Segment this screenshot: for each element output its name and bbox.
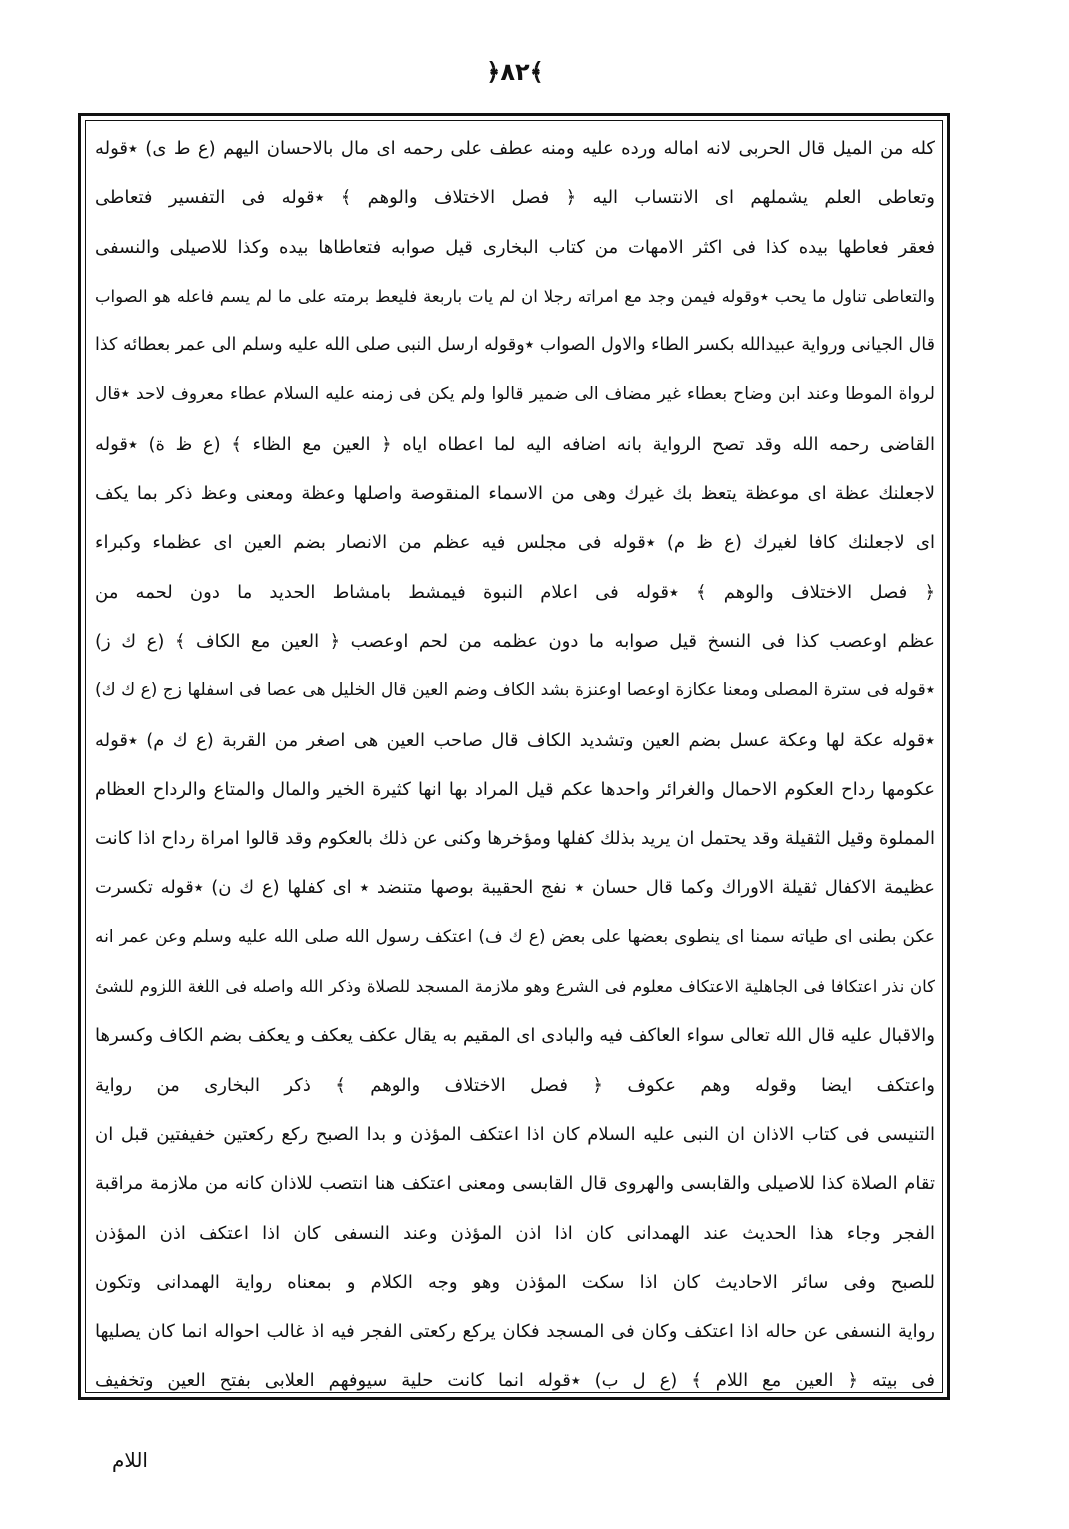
text-line: كله من الميل قال الحربى لانه اماله ورده عليه ومنه عطف على رحمه اى مال بالاحسان اليهم (ع ط ى) ٭قوله — [95, 138, 935, 159]
text-line: لاجعلنك عظة اى موعظة يتعظ بك غيرك وهى من الاسماء المنقوصة واصلها وعظة ومعنى وعظ ذكر بما يكف — [95, 483, 935, 505]
text-line: عظم اوعصب كذا فى النسخ قيل صوابه ما دون عظمه من لحم اوعصب ﴿ العين مع الكاف ﴾ (ع ك ز) — [95, 630, 935, 652]
catchword: اللام — [112, 1448, 148, 1472]
text-line: فى بيته ﴿ العين مع اللام ﴾ (ع ل ب) ٭قوله انما كانت حلية سيوفهم العلابى بفتح العين وتخفيف — [95, 1370, 935, 1392]
text-line: الفجر وجاء هذا الحديث عند الهمدانى كان اذا اذن المؤذن وعند النسفى كان اذا اعتكف اذن المؤذن — [95, 1222, 935, 1244]
text-frame — [78, 113, 950, 1400]
text-line: والتعاطى تناول ما يحب ٭وقوله فيمن وجد مع امراته رجلا ان لم يات باربعة فليعط برمته على ما لم يسم فاعله هو الصواب — [95, 286, 935, 306]
text-line: للصبح وفى سائر الاحاديث كان اذا سكت المؤذن وهو وجه الكلام و بمعناه رواية الهمدانى وتكون — [95, 1271, 935, 1293]
text-line: ﴿ فصل الاختلاف والوهم ﴾ ٭قوله فى اعلام النبوة فيمشط بامشاط الحديد ما دون لحمه من — [95, 581, 935, 603]
text-line: عظيمة الاكفال ثقيلة الاوراك وكما قال حسان ٭ نفج الحقيبة بوصها متنضد ٭ اى كفلها (ع ك ن) ٭قوله تكسرت — [95, 877, 935, 899]
text-line: واعتكف ايضا وقوله وهم عكوف ﴿ فصل الاختلاف والوهم ﴾ ذكر البخارى من رواية — [95, 1074, 935, 1096]
text-line: عكومها رداح العكوم الاحمال والغرائر واحدها عكم قيل المراد بها انها كثيرة الخير والمال والمتاع والرداح العظام — [95, 778, 935, 800]
text-line: ٭قوله عكة لها وعكة عسل بضم العين وتشديد الكاف قال صاحب العين هى اصغر من القربة (ع ك م) ٭قوله — [95, 729, 935, 751]
text-line: والاقبال عليه قال الله تعالى سواء العاكف فيه والبادى اى المقيم به يقال عكف يعكف و يعكف بضم الكاف وكسرها — [95, 1025, 935, 1047]
text-line: وتعاطى العلم يشملهم اى الانتساب اليه ﴿ فصل الاختلاف والوهم ﴾ ٭قوله فى التفسير فتعاطى — [95, 187, 935, 209]
text-line: ٭قوله فى سترة المصلى ومعنا عكازة اوعصا اوعنزة بشد الكاف وضم العين قال الخليل هى عصا فى اسفلها زج (ع ك ك) — [95, 680, 935, 701]
text-line: قال الجيانى ورواية عبيدالله بكسر الطاء والاول الصواب ٭وقوله ارسل النبى صلى الله عليه وسلم الى عمر بعطائه كذا — [95, 335, 935, 356]
text-line: كان نذر اعتكافا فى الجاهلية الاعتكاف معلوم فى الشرع وهو ملازمة المسجد للصلاة وذكر الله واصله فى اللغة اللزوم للشئ — [95, 977, 935, 997]
text-line: القاضى رحمه الله وقد تصح الرواية بانه اضافه اليه لما اعطاه اياه ﴿ العين مع الظاء ﴾ (ع ظ ة) ٭قوله — [95, 433, 935, 455]
text-line: رواية النسفى عن حاله اذا اعتكف وكان فى المسجد فكان يركع ركعتى الفجر فيه اذ غالب احواله انما كان يصليها — [95, 1321, 935, 1343]
text-line: تقام الصلاة كذا للاصيلى والقابسى والهروى قال القابسى ومعنى اعتكف هنا انتصب للاذان كانه من ملازمة مراقبة — [95, 1173, 935, 1195]
text-line: لرواة الموطا وعند ابن وضاح بعطاء غير مضاف الى ضمير قالوا ولم يكن فى زمنه عليه السلام عطاء معروف لاحد ٭قال — [95, 384, 935, 405]
text-line: فعقر فعاطها بيده كذا فى اكثر الامهات من كتاب البخارى قيل صوابه فتعاطاها بيده وكذا للاصيلى والنسفى — [95, 236, 935, 258]
body-text — [95, 124, 935, 1406]
text-line: التنيسى فى كتاب الاذان ان النبى عليه السلام كان اذا اعتكف المؤذن و بدا الصبح ركع ركعتين خفيفتين قبل ان — [95, 1123, 935, 1145]
text-line: اى لاجعلنك كافا لغيرك (ع ظ م) ٭قوله فى مجلس فيه عظم من الانصار بضم العين اى عظماء وكبراء — [95, 532, 935, 554]
page-number: ﴿٨٢﴾ — [486, 58, 544, 86]
text-line: عكن بطنى اى طياته سمنا اى ينطوى بعضها على بعض (ع ك ف) اعتكف رسول الله صلى الله عليه وسلم وعن عمر انه — [95, 926, 935, 947]
text-line: المملوة وقيل الثقيلة وقد يحتمل ان يريد بذلك كفلها ومؤخرها وكنى عن ذلك بالعكوم وقد قالوا امراة رداح اذا كانت — [95, 828, 935, 850]
